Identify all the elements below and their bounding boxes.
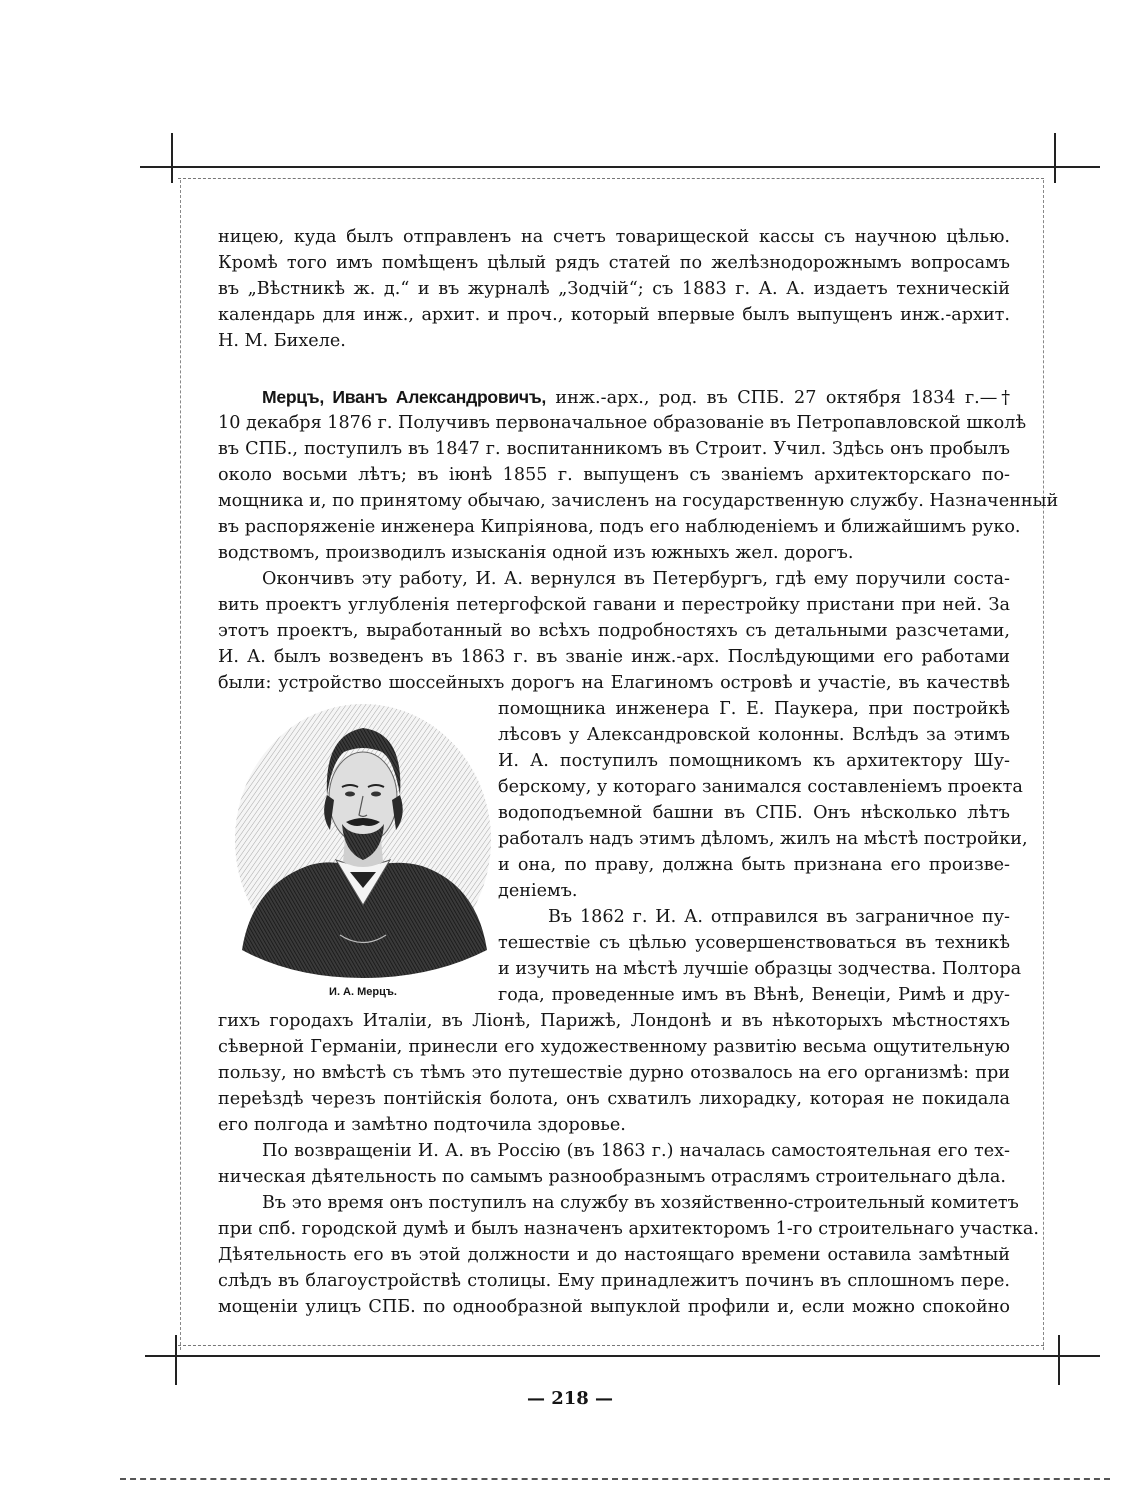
text-line: переѣздѣ черезъ понтійскія болота, онъ схватилъ лихорадку, которая не покидала <box>218 1089 1010 1109</box>
entry-name: Мерцъ, Иванъ Александровичъ, <box>262 387 546 407</box>
text-line: По возвращеніи И. А. въ Россію (въ 1863 г.) началась самостоятельная его тех- <box>262 1141 1010 1161</box>
text-line: водствомъ, производилъ изысканія одной изъ южныхъ жел. дорогъ. <box>218 543 854 563</box>
bottom-edge-dashed <box>120 1478 1110 1480</box>
text-line: ническая дѣятельность по самымъ разнообразнымъ отраслямъ строительнаго дѣла. <box>218 1167 1006 1187</box>
text-line: мощника и, по принятому обычаю, зачисленъ на государственную службу. Назначенный <box>218 491 1059 511</box>
frame-right-dashed <box>1043 180 1044 1350</box>
text-line: водоподъемной башни въ СПБ. Онъ нѣсколько лѣтъ <box>498 803 1010 823</box>
frame-right-rule <box>1054 133 1056 183</box>
text-line: календарь для инж., архит. и проч., который впервые былъ выпущенъ инж.-архит. <box>218 305 1010 325</box>
entry-first-line-text: инж.-арх., род. въ СПБ. 27 октября 1834 г.—† <box>555 388 1011 408</box>
frame-left-rule <box>171 133 173 183</box>
text-line: при спб. городской думѣ и былъ назначенъ архитекторомъ 1-го строительнаго участка. <box>218 1219 1040 1239</box>
frame-bottom-left-rule <box>175 1335 177 1385</box>
text-line: тешествіе съ цѣлью усовершенствоваться въ техникѣ <box>498 933 1010 953</box>
frame-left-dashed <box>180 180 181 1350</box>
text-line: сѣверной Германіи, принесли его художественному развитію весьма ощутительную <box>218 1037 1010 1057</box>
frame-top-rule <box>140 166 1100 168</box>
text-line: года, проведенные имъ въ Вѣнѣ, Венеціи, Римѣ и дру- <box>498 985 1010 1005</box>
text-line: гихъ городахъ Италіи, въ Ліонѣ, Парижѣ, Лондонѣ и въ нѣкоторыхъ мѣстностяхъ <box>218 1011 1010 1031</box>
text-line: ницею, куда былъ отправленъ на счетъ товарищеской кассы съ научною цѣлью. <box>218 227 1010 247</box>
text-line: помощника инженера Г. Е. Паукера, при постройкѣ <box>498 699 1010 719</box>
text-line: его полгода и замѣтно подточила здоровье. <box>218 1115 626 1135</box>
frame-bottom-rule <box>145 1355 1100 1357</box>
text-line: Въ 1862 г. И. А. отправился въ заграничное пу- <box>548 907 1010 927</box>
frame-bottom-dashed <box>178 1345 1044 1346</box>
text-line: въ СПБ., поступилъ въ 1847 г. воспитанникомъ въ Строит. Учил. Здѣсь онъ пробылъ <box>218 439 1010 459</box>
text-line: работалъ надъ этимъ дѣломъ, жилъ на мѣстѣ постройки, <box>498 829 1028 849</box>
text-line: и изучить на мѣстѣ лучшіе образцы зодчества. Полтора <box>498 959 1022 979</box>
text-line: вить проектъ углубленія петергофской гавани и перестройку пристани при ней. За <box>218 595 1010 615</box>
text-line: Въ это время онъ поступилъ на службу въ хозяйственно-строительный комитетъ <box>262 1193 1019 1213</box>
text-line: въ распоряженіе инженера Кипріянова, подъ его наблюденіемъ и ближайшимъ руко. <box>218 517 1021 537</box>
text-line: берскому, у котораго занимался составленіемъ проекта <box>498 777 1023 797</box>
text-line: въ „Вѣстникѣ ж. д.“ и въ журналѣ „Зодчій“; съ 1883 г. А. А. издаетъ техническій <box>218 279 1010 299</box>
text-line: пользу, но вмѣстѣ съ тѣмъ это путешествіе дурно отозвалось на его организмѣ: при <box>218 1063 1010 1083</box>
text-line: Н. М. Бихеле. <box>218 331 346 351</box>
frame-bottom-right-rule <box>1058 1335 1060 1385</box>
text-line: и она, по праву, должна быть признана его произве- <box>498 855 1010 875</box>
text-line: И. А. былъ возведенъ въ 1863 г. въ званіе инж.-арх. Послѣдующими его работами <box>218 647 1010 667</box>
text-line: около восьми лѣтъ; въ іюнѣ 1855 г. выпущенъ съ званіемъ архитекторскаго по- <box>218 465 1010 485</box>
text-line: Кромѣ того имъ помѣщенъ цѣлый рядъ статей по желѣзнодорожнымъ вопросамъ <box>218 253 1010 273</box>
text-line: этотъ проектъ, выработанный во всѣхъ подробностяхъ съ детальными разсчетами, <box>218 621 1010 641</box>
text-line: Окончивъ эту работу, И. А. вернулся въ Петербургъ, гдѣ ему поручили соста- <box>262 569 1010 589</box>
frame-top-dashed <box>178 178 1044 179</box>
text-line: 10 декабря 1876 г. Получивъ первоначальное образованіе въ Петропавловской школѣ <box>218 413 1027 433</box>
text-line: Дѣятельность его въ этой должности и до настоящаго времени оставила замѣтный <box>218 1245 1010 1265</box>
text-line: деніемъ. <box>498 881 578 901</box>
text-line: были: устройство шоссейныхъ дорогъ на Елагиномъ островѣ и участіе, въ качествѣ <box>218 673 1010 693</box>
portrait-caption: И. А. Мерцъ. <box>329 986 397 998</box>
page-number: — 218 — <box>526 1388 614 1409</box>
portrait-engraving <box>232 700 494 978</box>
text-line: И. А. поступилъ помощникомъ къ архитектору Шу- <box>498 751 1010 771</box>
text-line: мощеніи улицъ СПБ. по однообразной выпуклой профили и, если можно спокойно <box>218 1297 1010 1317</box>
entry-first-line <box>262 386 1010 410</box>
text-line: лѣсовъ у Александровской колонны. Вслѣдъ за этимъ <box>498 725 1010 745</box>
text-line: слѣдъ въ благоустройствѣ столицы. Ему принадлежитъ починъ въ сплошномъ пере. <box>218 1271 1010 1291</box>
